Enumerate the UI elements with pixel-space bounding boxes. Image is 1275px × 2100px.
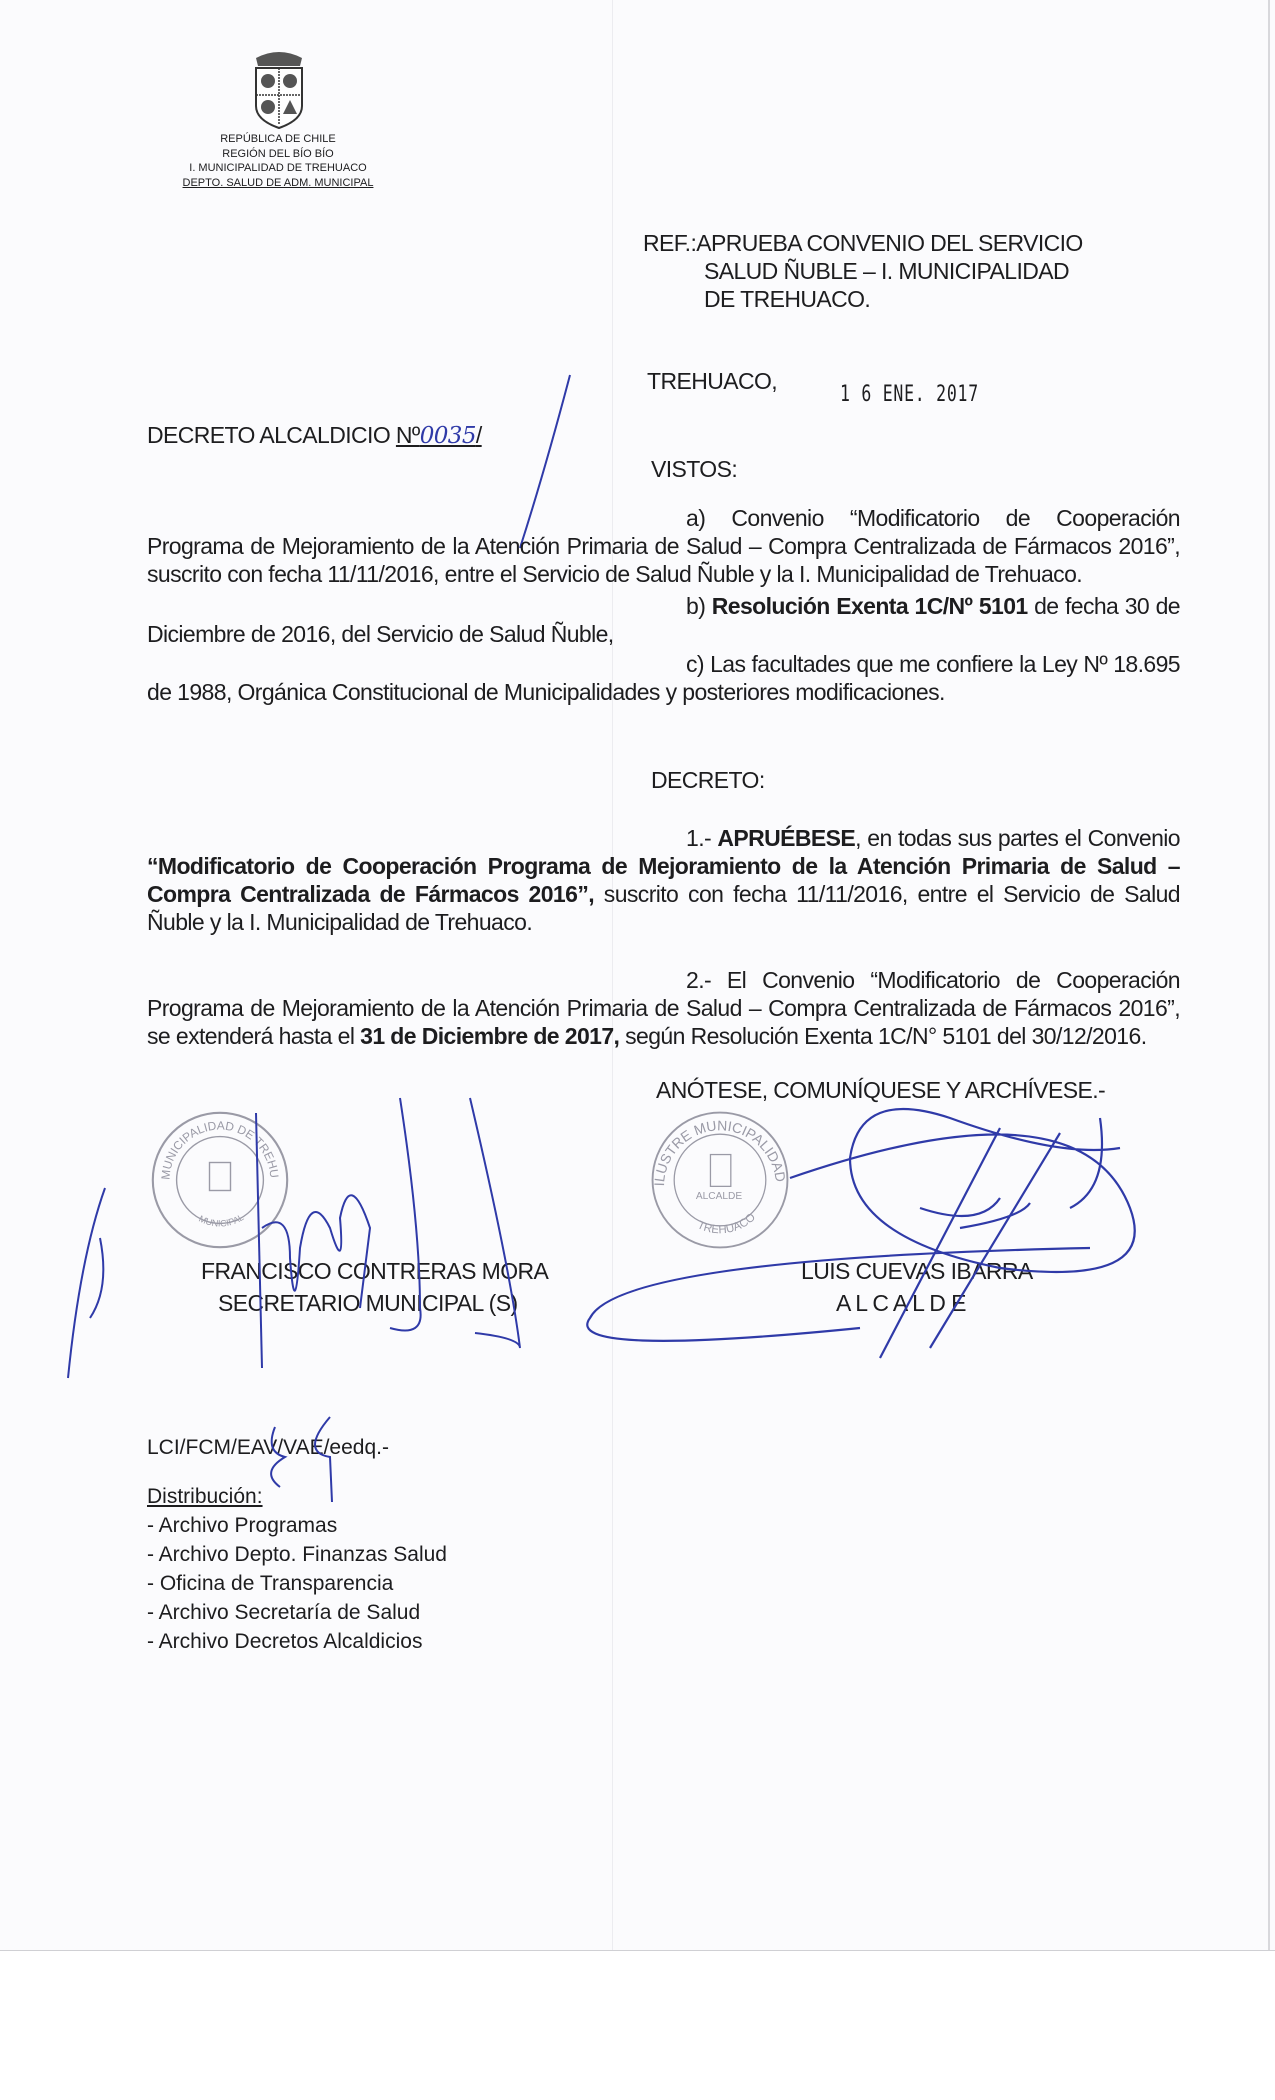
reference-line: DE TREHUACO. <box>704 286 871 312</box>
letterhead-line: REPÚBLICA DE CHILE <box>220 133 336 145</box>
reference-line: SALUD ÑUBLE – I. MUNICIPALIDAD <box>704 258 1070 284</box>
initials-signature <box>0 1462 1 1463</box>
mayor-name: LUIS CUEVAS IBARRA <box>801 1258 1033 1284</box>
vistos-b-resolution: Resolución Exenta 1C/Nº 5101 <box>711 593 1028 619</box>
distribution-title: Distribución: <box>147 1485 263 1508</box>
decree-number-prefix: Nº <box>395 422 420 448</box>
decree-label: DECRETO ALCALDICIO <box>147 422 391 448</box>
document-body <box>147 504 1180 1656</box>
item2-end-date: 31 de Diciembre de 2017, <box>360 1023 620 1049</box>
item1-agreement-title: “Modificatorio de Cooperación Programa de Mejoramiento de la Atención Primaria de Salud – Compra Centralizada de Fármacos 2016”, <box>147 853 1180 907</box>
decreto-item-1 <box>147 824 1180 936</box>
letterhead-line: I. MUNICIPALIDAD DE TREHUACO <box>189 162 367 174</box>
item1-mid: , en todas sus partes el Convenio <box>855 825 1180 851</box>
stamp-text: MUNICIPALIDAD DE TREHUACO <box>145 1099 282 1181</box>
decreto-item-2 <box>147 966 1180 1050</box>
vistos-b <box>147 592 1180 648</box>
secretary-title: SECRETARIO MUNICIPAL (S) <box>218 1290 518 1316</box>
svg-text:MUNICIPAL <box>197 1212 245 1228</box>
secretary-stamp <box>145 1099 290 1250</box>
place: TREHUACO, <box>647 368 778 394</box>
distribution-item: - Archivo Depto. Finanzas Salud <box>147 1543 447 1566</box>
item2-rest: según Resolución Exenta 1C/N° 5101 del 30/12/2016. <box>619 1023 1147 1049</box>
closing-formula: ANÓTESE, COMUNÍQUESE Y ARCHÍVESE.- <box>656 1077 1106 1103</box>
reference-line: REF.:APRUEBA CONVENIO DEL SERVICIO <box>643 230 1083 256</box>
decreto-heading: DECRETO: <box>651 767 765 793</box>
svg-text:ILUSTRE MUNICIPALIDAD <box>651 1117 789 1186</box>
stamp-text: ALCALDE <box>695 1191 743 1203</box>
vistos-a: a) Convenio “Modificatorio de Cooperación Programa de Mejoramiento de la Atención Primaria de Salud – Compra Centralizada de Fármacos 2016”, suscrito con fecha 11/11/2016, entre el Servicio de Salud Ñuble y la I. Municipalidad de Trehuaco. <box>147 505 1180 587</box>
secretary-name: FRANCISCO CONTRERAS MORA <box>201 1258 549 1284</box>
stamp-text: MUNICIPAL <box>197 1212 246 1229</box>
item1-rest: suscrito con fecha 11/11/2016, entre el Servicio de Salud Ñuble y la I. Municipalidad de Trehuaco. <box>147 881 1180 935</box>
vistos-heading: VISTOS: <box>651 456 738 482</box>
mayor-title: A L C A L D E <box>836 1290 966 1316</box>
svg-text:TREHUACO <box>695 1211 758 1236</box>
distribution-item: - Archivo Secretaría de Salud <box>147 1601 421 1624</box>
distribution-list <box>147 1482 1180 1656</box>
letterhead-line: DEPTO. SALUD DE ADM. MUNICIPAL <box>182 176 374 189</box>
distribution-item: - Archivo Decretos Alcaldicios <box>147 1630 423 1653</box>
vistos-b-prefix: b) <box>686 593 712 619</box>
vistos-c: c) Las facultades que me confiere la Ley Nº 18.695 de 1988, Orgánica Constitucional de Municipalidades y posteriores modificaciones. <box>147 651 1180 705</box>
typist-initials: LCI/FCM/EAV/VAE/eedq.- <box>147 1436 389 1459</box>
date-stamp: 1 6 ENE. 2017 <box>840 382 979 407</box>
signature-block <box>0 1099 1275 1433</box>
item1-approve: APRUÉBESE <box>717 825 856 851</box>
letterhead <box>168 132 388 190</box>
distribution-item: - Archivo Programas <box>147 1514 338 1537</box>
scan-boundary <box>0 1950 1275 1951</box>
page-edge <box>1268 0 1270 1951</box>
item1-prefix: 1.- <box>686 825 718 851</box>
mayor-stamp <box>650 1110 790 1250</box>
decree-number-handwritten: 0035 <box>419 423 476 449</box>
distribution-item: - Oficina de Transparencia <box>147 1572 394 1595</box>
letterhead-line: REGIÓN DEL BÍO BÍO <box>222 147 334 160</box>
vistos-b-rest: de fecha 30 de Diciembre de 2016, del Servicio de Salud Ñuble, <box>147 593 1180 647</box>
stamp-text: ILUSTRE MUNICIPALIDAD <box>650 1117 789 1187</box>
decree-number: DECRETO ALCALDICIO Nº0035/ <box>147 422 482 449</box>
handwritten-slash-mark <box>0 0 1 1</box>
stamp-text: TREHUACO <box>695 1211 758 1237</box>
item2-start: 2.- El Convenio “Modificatorio de Cooperación Programa de Mejoramiento de la Atención Primaria de Salud – Compra Centralizada de Fármacos 2016”, se extenderá hasta el <box>147 967 1180 1049</box>
coat-of-arms-logo <box>248 48 310 130</box>
